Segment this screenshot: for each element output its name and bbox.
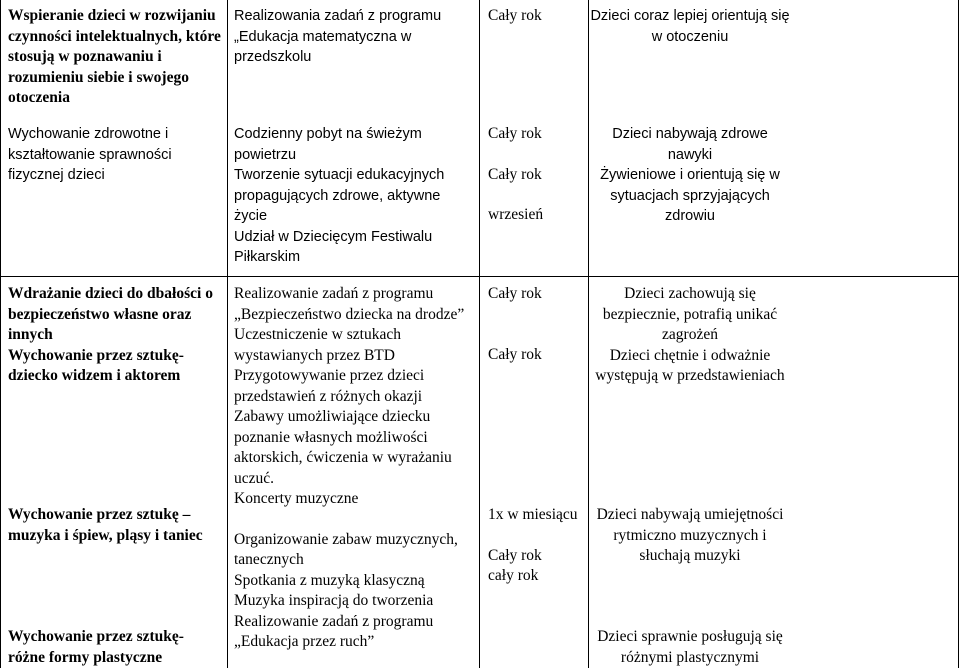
outcome-text: Dzieci nabywają zdrowe nawyki <box>612 126 768 163</box>
task-text: Udział w Dziecięcym Festiwalu Piłkarskim <box>234 228 433 265</box>
task-text: Realizowania zadań z programu „Edukacja matematyczna w przedszkolu <box>234 8 442 65</box>
row2-goal-cell-2 <box>8 505 223 546</box>
spacer <box>488 305 584 325</box>
date-text: Cały rok <box>488 285 542 302</box>
row1-goal-cell <box>8 6 223 109</box>
row2-outcome-cell-2 <box>590 505 790 567</box>
row1-tasks-cell-2 <box>234 124 474 268</box>
goal-text: Wspieranie dzieci w rozwijaniu czynności intelektualnych, które stosują w poznawaniu i rozumieniu siebie i swojego otoczenia <box>8 7 221 106</box>
row1-outcome-cell <box>590 6 790 47</box>
goal-text: Wychowanie przez sztukę- różne formy plastyczne <box>8 628 184 666</box>
row1-date-cell-2 <box>488 124 584 226</box>
task-text: Tworzenie sytuacji edukacyjnych propagujących zdrowe, aktywne życie <box>234 167 445 224</box>
date-text: Cały rok <box>488 165 542 183</box>
task-text: Codzienny pobyt na świeżym powietrzu <box>234 126 422 163</box>
row-divider <box>0 276 959 277</box>
task-text: Organizowanie zabaw muzycznych, tanecznych <box>234 530 458 568</box>
row2-date-cell <box>488 284 584 365</box>
goal-text: Wychowanie przez sztukę- dziecko widzem i aktorem <box>8 346 184 384</box>
task-text: Zabawy umożliwiające dziecku poznanie własnych możliwości aktorskich, ćwiczenia w wyrażaniu uczuć. <box>234 408 452 487</box>
task-text: Koncerty muzyczne <box>234 490 359 507</box>
row2-outcome-cell <box>590 284 790 387</box>
table-border-col2 <box>479 0 480 668</box>
row1-date-cell <box>488 6 584 27</box>
outcome-text: Dzieci sprawnie posługują się różnymi plastycznymi <box>597 628 783 666</box>
date-text: Cały rok <box>488 7 542 24</box>
row2-goal-cell-3 <box>8 627 223 668</box>
date-text: Cały rok <box>488 125 542 142</box>
date-text: wrzesień <box>488 206 544 223</box>
row2-goal-cell <box>8 284 223 387</box>
task-text: Przygotowywanie przez dzieci przedstawień z różnych okazji <box>234 367 425 405</box>
date-text: 1x w miesiącu <box>488 506 578 523</box>
outcome-text: Dzieci chętnie i odważnie występują w przedstawieniach <box>595 346 785 384</box>
outcome-text: Żywieniowe i orientują się w sytuacjach sprzyjających zdrowiu <box>600 167 780 224</box>
task-text: Realizowanie zadań z programu „Bezpieczeństwo dziecka na drodze” <box>234 285 465 323</box>
date-text: cały rok <box>488 567 539 584</box>
spacer <box>488 145 584 165</box>
task-text: Muzyka inspiracją do tworzenia <box>234 592 434 609</box>
goal-text: Wychowanie zdrowotne i kształtowanie sprawności fizycznej dzieci <box>8 126 172 183</box>
outcome-text: Dzieci zachowują się bezpiecznie, potrafią unikać zagrożeń <box>602 285 778 343</box>
date-text: Cały rok <box>488 546 542 564</box>
task-text: Realizowanie zadań z programu „Edukacja przez ruch” <box>234 612 434 650</box>
spacer <box>234 510 474 530</box>
row2-outcome-cell-3 <box>590 627 790 668</box>
row1-tasks-cell <box>234 6 474 68</box>
table-border-col3 <box>588 0 589 668</box>
table-border-right <box>958 0 959 668</box>
date-text: Cały rok <box>488 345 542 363</box>
spacer <box>488 325 584 345</box>
task-text: Spotkania z muzyką klasyczną <box>234 571 425 589</box>
outcome-text: Dzieci coraz lepiej orientują się w otoczeniu <box>590 8 790 45</box>
table-border-left <box>0 0 1 668</box>
outcome-text: Dzieci nabywają umiejętności rytmiczno muzycznych i słuchają muzyki <box>596 506 784 564</box>
spacer <box>488 185 584 205</box>
row1-outcome-cell-2 <box>590 124 790 227</box>
goal-text: Wdrażanie dzieci do dbałości o bezpieczeństwo własne oraz innych <box>8 285 213 343</box>
table-border-col1 <box>227 0 228 668</box>
goal-text: Wychowanie przez sztukę – muzyka i śpiew, pląsy i taniec <box>8 506 203 544</box>
row1-goal-cell-2 <box>8 124 223 186</box>
task-text: Uczestniczenie w sztukach wystawianych przez BTD <box>234 326 401 364</box>
spacer <box>488 526 584 546</box>
row2-tasks-cell <box>234 284 474 653</box>
row2-date-cell-2 <box>488 505 584 587</box>
